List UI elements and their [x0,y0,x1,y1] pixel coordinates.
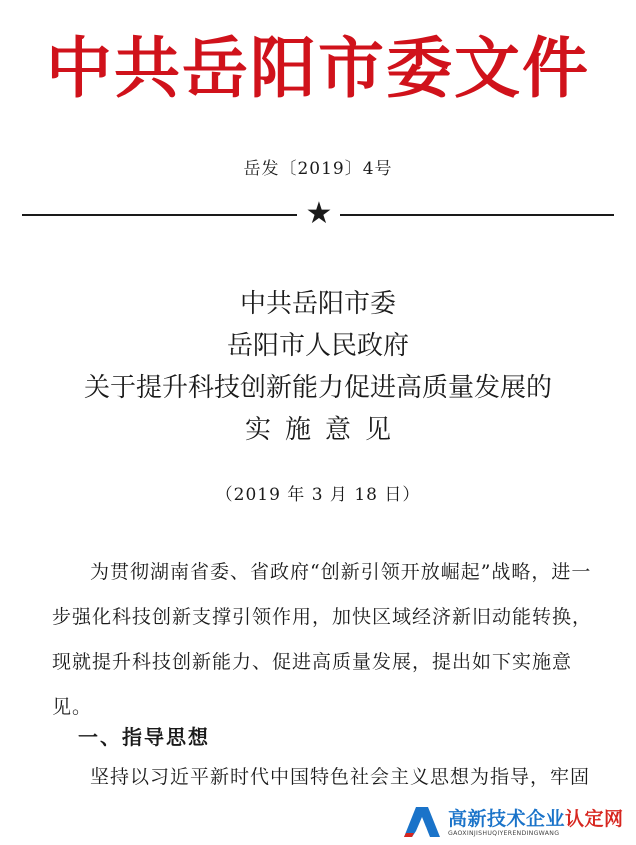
document-title [0,283,636,451]
watermark-logo [398,800,634,844]
divider-line-left [22,214,297,216]
intro-paragraph [52,550,592,730]
watermark-cn [448,808,624,830]
watermark-a-logo-icon [402,805,442,839]
title-line-4: 实施意见 [244,415,405,445]
title-line-1: 中共岳阳市委 [239,289,396,319]
intro-text: 为贯彻湖南省委、省政府“创新引领开放崛起”战略，进一步强化科技创新支撑引领作用，加快区域经济新旧动能转换，现就提升科技创新能力、促进高质量发展，提出如下实施意见。 [52,561,593,718]
divider-line-right [340,214,614,216]
section-heading-1: 一、指导思想 [78,725,210,749]
header-divider [22,196,614,231]
watermark-cn-red: 认定网 [565,807,624,830]
document-org-header: 中共岳阳市委文件 [46,29,590,107]
watermark-en: GAOXINJISHUQIYERENDINGWANG [448,829,560,837]
title-line-2: 岳阳市人民政府 [226,331,409,361]
star-icon: ★ [305,196,333,231]
section-1-text: 坚持以习近平新时代中国特色社会主义思想为指导，牢固 [90,766,591,788]
watermark-text [448,808,624,837]
title-line-3: 关于提升科技创新能力促进高质量发展的 [83,373,552,403]
document-date: （2019 年 3 月 18 日） [215,485,421,505]
document-number: 岳发〔2019〕4号 [243,159,393,179]
watermark-cn-blue: 高新技术企业 [448,807,566,830]
